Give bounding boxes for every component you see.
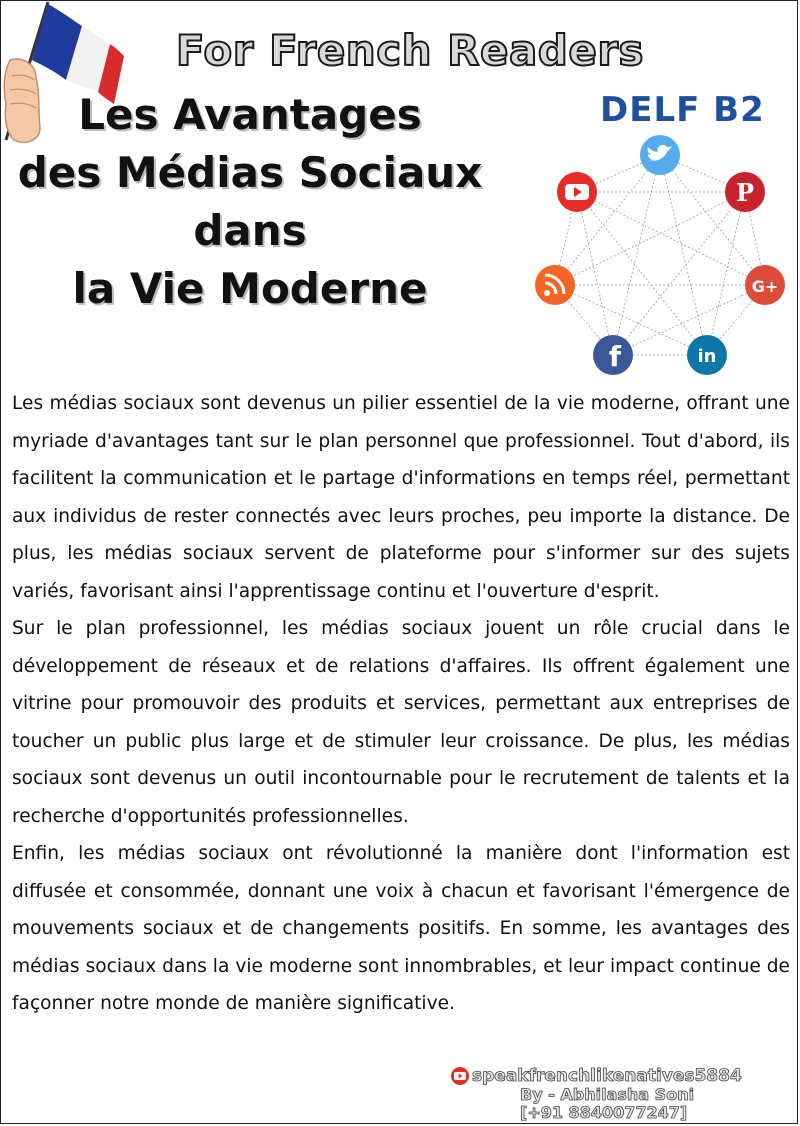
title-line: la Vie Moderne [72, 264, 428, 313]
paragraph: Enfin, les médias sociaux ont révolutionné la manière dont l'information est diffusée et consommée, donnant une voix à chacun et favorisant l'émergence de mouvements sociaux et de changements positifs. En somme, les avantages des médias sociaux dans la vie moderne sont innombrables, et leur impact continue de façonner notre monde de manière significative. [12, 843, 790, 1014]
credits [450, 1066, 790, 1122]
youtube-icon [450, 1066, 470, 1086]
svg-text:f: f [608, 340, 622, 373]
rss-icon [535, 265, 575, 305]
youtube-icon [557, 172, 597, 212]
banner-heading: For French Readers [175, 26, 645, 75]
level-badge: DELF B2 [600, 90, 765, 130]
svg-text:G+: G+ [751, 277, 779, 296]
title-line: dans [193, 206, 307, 255]
twitter-icon [640, 135, 680, 175]
channel-name: speakfrenchlikenatives5884 [472, 1066, 742, 1086]
paragraph: Sur le plan professionnel, les médias sociaux jouent un rôle crucial dans le développement de réseaux et de relations d'affaires. Ils offrent également une vitrine pour promouvoir des produits et services, permettant aux entreprises de toucher un public plus large et de stimuler leur croissance. De plus, les médias sociaux sont devenus un outil incontournable pour le recrutement de talents et la recherche d'opportunités professionnelles. [12, 618, 790, 827]
linkedin-icon [687, 335, 727, 375]
pinterest-icon [725, 172, 765, 212]
title-line: des Médias Sociaux [17, 148, 483, 197]
author-credit: By - Abhilasha Soni [520, 1085, 695, 1104]
social-network-graphic [525, 130, 795, 380]
channel-credit [450, 1066, 790, 1086]
facebook-icon [593, 335, 633, 375]
paragraph: Les médias sociaux sont devenus un pilier essentiel de la vie moderne, offrant une myriade d'avantages tant sur le plan personnel que professionnel. Tout d'abord, ils facilitent la communication et le partage d'informations en temps réel, permettant aux individus de rester connectés avec leurs proches, peu importe la distance. De plus, les médias sociaux servent de plateforme pour s'informer sur des sujets variés, favorisant ainsi l'apprentissage continu et l'ouverture d'esprit. [12, 393, 790, 602]
title-line: Les Avantages [78, 90, 422, 139]
phone-number: [+91 8840077247] [520, 1103, 688, 1122]
article-body [12, 385, 790, 1023]
svg-text:P: P [735, 178, 755, 207]
page-title [0, 86, 500, 318]
google-plus-icon [745, 265, 785, 305]
svg-text:in: in [697, 346, 717, 367]
